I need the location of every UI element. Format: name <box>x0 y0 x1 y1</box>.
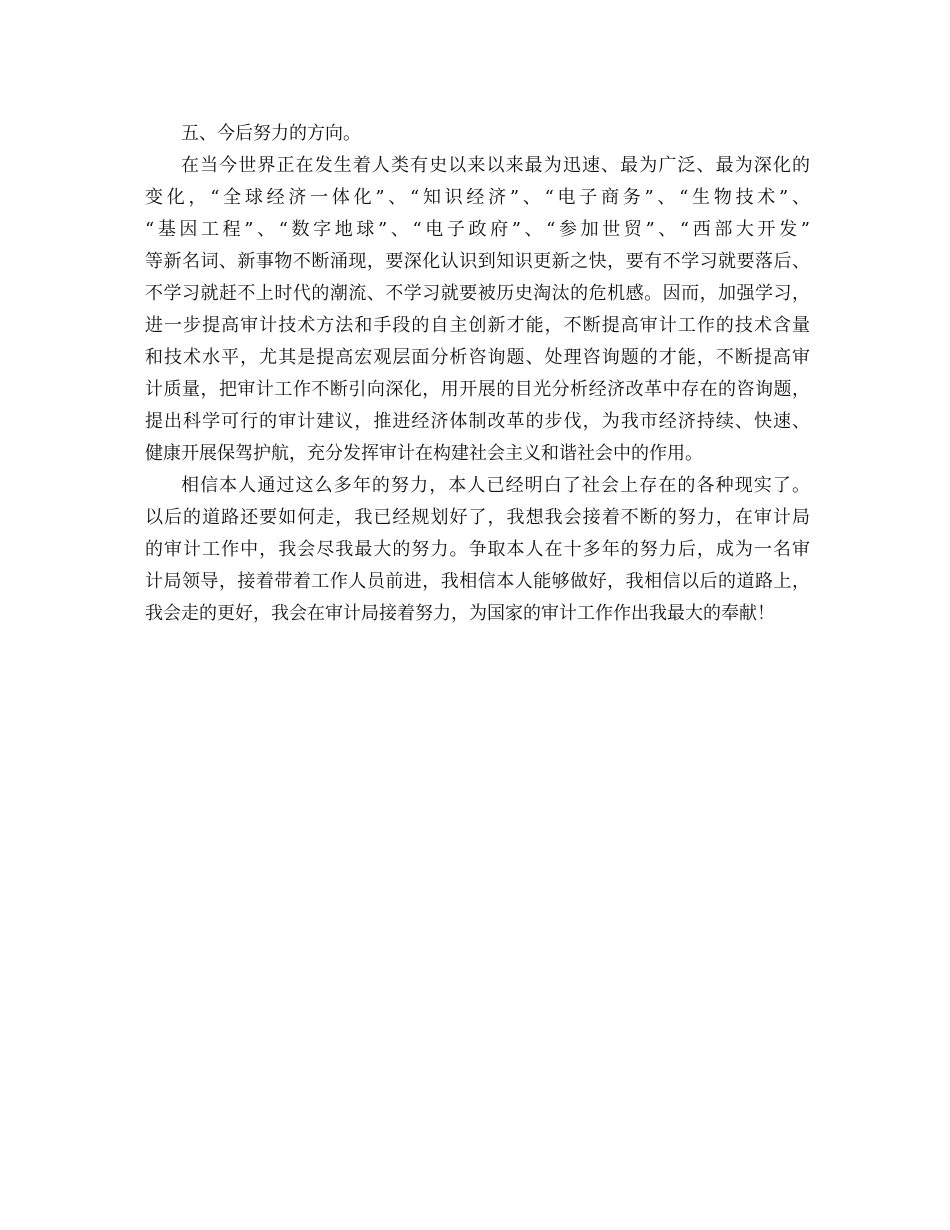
paragraph-line: 的审计工作中，我会尽我最大的努力。争取本人在十多年的努力后，成为一名审 <box>145 539 810 560</box>
paragraph-line: “基因工程”、“数字地球”、“电子政府”、“参加世贸”、“西部大开发” <box>145 219 810 240</box>
paragraph-line: 健康开展保驾护航，充分发挥审计在构建社会主义和谐社会中的作用。 <box>145 443 703 464</box>
paragraph-1 <box>145 150 810 470</box>
section-heading: 五、今后努力的方向。 <box>181 123 361 144</box>
document-body <box>145 118 810 630</box>
paragraph-line: 以后的道路还要如何走，我已经规划好了，我想我会接着不断的努力，在审计局 <box>145 507 810 528</box>
paragraph-line: 提出科学可行的审计建议，推进经济体制改革的步伐，为我市经济持续、快速、 <box>145 411 810 432</box>
paragraph-line: 等新名词、新事物不断涌现，要深化认识到知识更新之快，要有不学习就要落后、 <box>145 251 810 272</box>
paragraph-line: 计质量，把审计工作不断引向深化，用开展的目光分析经济改革中存在的咨询题， <box>145 379 810 400</box>
paragraph-line: 在当今世界正在发生着人类有史以来以来最为迅速、最为广泛、最为深化的 <box>181 155 810 176</box>
paragraph-2 <box>145 470 810 630</box>
paragraph-line: 进一步提高审计技术方法和手段的自主创新才能，不断提高审计工作的技术含量 <box>145 315 810 336</box>
paragraph-line: 和技术水平，尤其是提高宏观层面分析咨询题、处理咨询题的才能，不断提高审 <box>145 347 810 368</box>
paragraph-line: 变化，“全球经济一体化”、“知识经济”、“电子商务”、“生物技术”、 <box>145 187 810 208</box>
paragraph-line: 不学习就赶不上时代的潮流、不学习就要被历史淘汰的危机感。因而，加强学习， <box>145 283 810 304</box>
paragraph-line: 我会走的更好，我会在审计局接着努力，为国家的审计工作作出我最大的奉献！ <box>145 603 775 624</box>
paragraph-line: 相信本人通过这么多年的努力，本人已经明白了社会上存在的各种现实了。 <box>181 475 810 496</box>
paragraph-line: 计局领导，接着带着工作人员前进，我相信本人能够做好，我相信以后的道路上， <box>145 571 810 592</box>
